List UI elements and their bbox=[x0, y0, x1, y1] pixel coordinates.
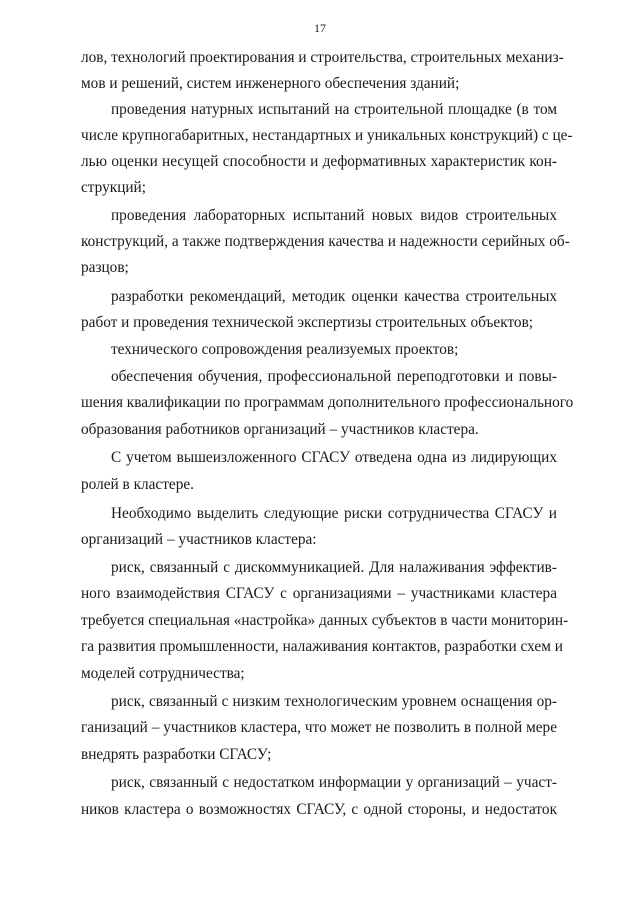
text-line: конструкций, а также подтверждения качества и надежности серийных об- bbox=[81, 233, 570, 250]
text-line: внедрять разработки СГАСУ; bbox=[81, 746, 272, 763]
text-line: работ и проведения технической экспертизы строительных объектов; bbox=[81, 314, 534, 331]
text-line: проведения натурных испытаний на строительной площадке (в том bbox=[111, 101, 557, 118]
text-line: разцов; bbox=[81, 259, 129, 276]
text-line: обеспечения обучения, профессиональной переподготовки и повы- bbox=[111, 368, 557, 385]
text-line: ного взаимодействия СГАСУ с организациями – участниками кластера bbox=[81, 585, 557, 602]
text-line: риск, связанный с низким технологическим уровнем оснащения ор- bbox=[111, 693, 557, 710]
text-line: риск, связанный с недостатком информации у организаций – участ- bbox=[111, 774, 557, 791]
text-line: ников кластера о возможностях СГАСУ, с одной стороны, и недостаток bbox=[81, 801, 557, 818]
text-line: лов, технологий проектирования и строительства, строительных механиз- bbox=[81, 49, 564, 66]
text-line: шения квалификации по программам дополнительного профессионального bbox=[81, 394, 574, 411]
text-line: С учетом вышеизложенного СГАСУ отведена одна из лидирующих bbox=[111, 449, 557, 466]
text-line: требуется специальная «настройка» данных субъектов в части мониторин- bbox=[81, 612, 569, 629]
page-number: 17 bbox=[314, 21, 326, 35]
text-line: га развития промышленности, налаживания контактов, разработки схем и bbox=[81, 638, 563, 655]
text-line: технического сопровождения реализуемых проектов; bbox=[111, 341, 459, 358]
text-line: Необходимо выделить следующие риски сотрудничества СГАСУ и bbox=[111, 505, 557, 522]
text-line: мов и решений, систем инженерного обеспечения зданий; bbox=[81, 75, 460, 92]
text-line: образования работников организаций – участников кластера. bbox=[81, 421, 479, 438]
text-line: проведения лабораторных испытаний новых видов строительных bbox=[111, 207, 557, 224]
text-line: моделей сотрудничества; bbox=[81, 665, 245, 682]
text-line: ганизаций – участников кластера, что может не позволить в полной мере bbox=[81, 719, 557, 736]
text-line: струкций; bbox=[81, 179, 146, 196]
text-line: риск, связанный с дискоммуникацией. Для налаживания эффектив- bbox=[111, 559, 557, 576]
text-line: лью оценки несущей способности и деформативных характеристик кон- bbox=[81, 153, 557, 170]
text-line: организаций – участников кластера: bbox=[81, 531, 317, 548]
text-line: ролей в кластере. bbox=[81, 476, 194, 493]
text-line: числе крупногабаритных, нестандартных и уникальных конструкций) с це- bbox=[81, 127, 573, 144]
text-line: разработки рекомендаций, методик оценки качества строительных bbox=[111, 288, 557, 305]
